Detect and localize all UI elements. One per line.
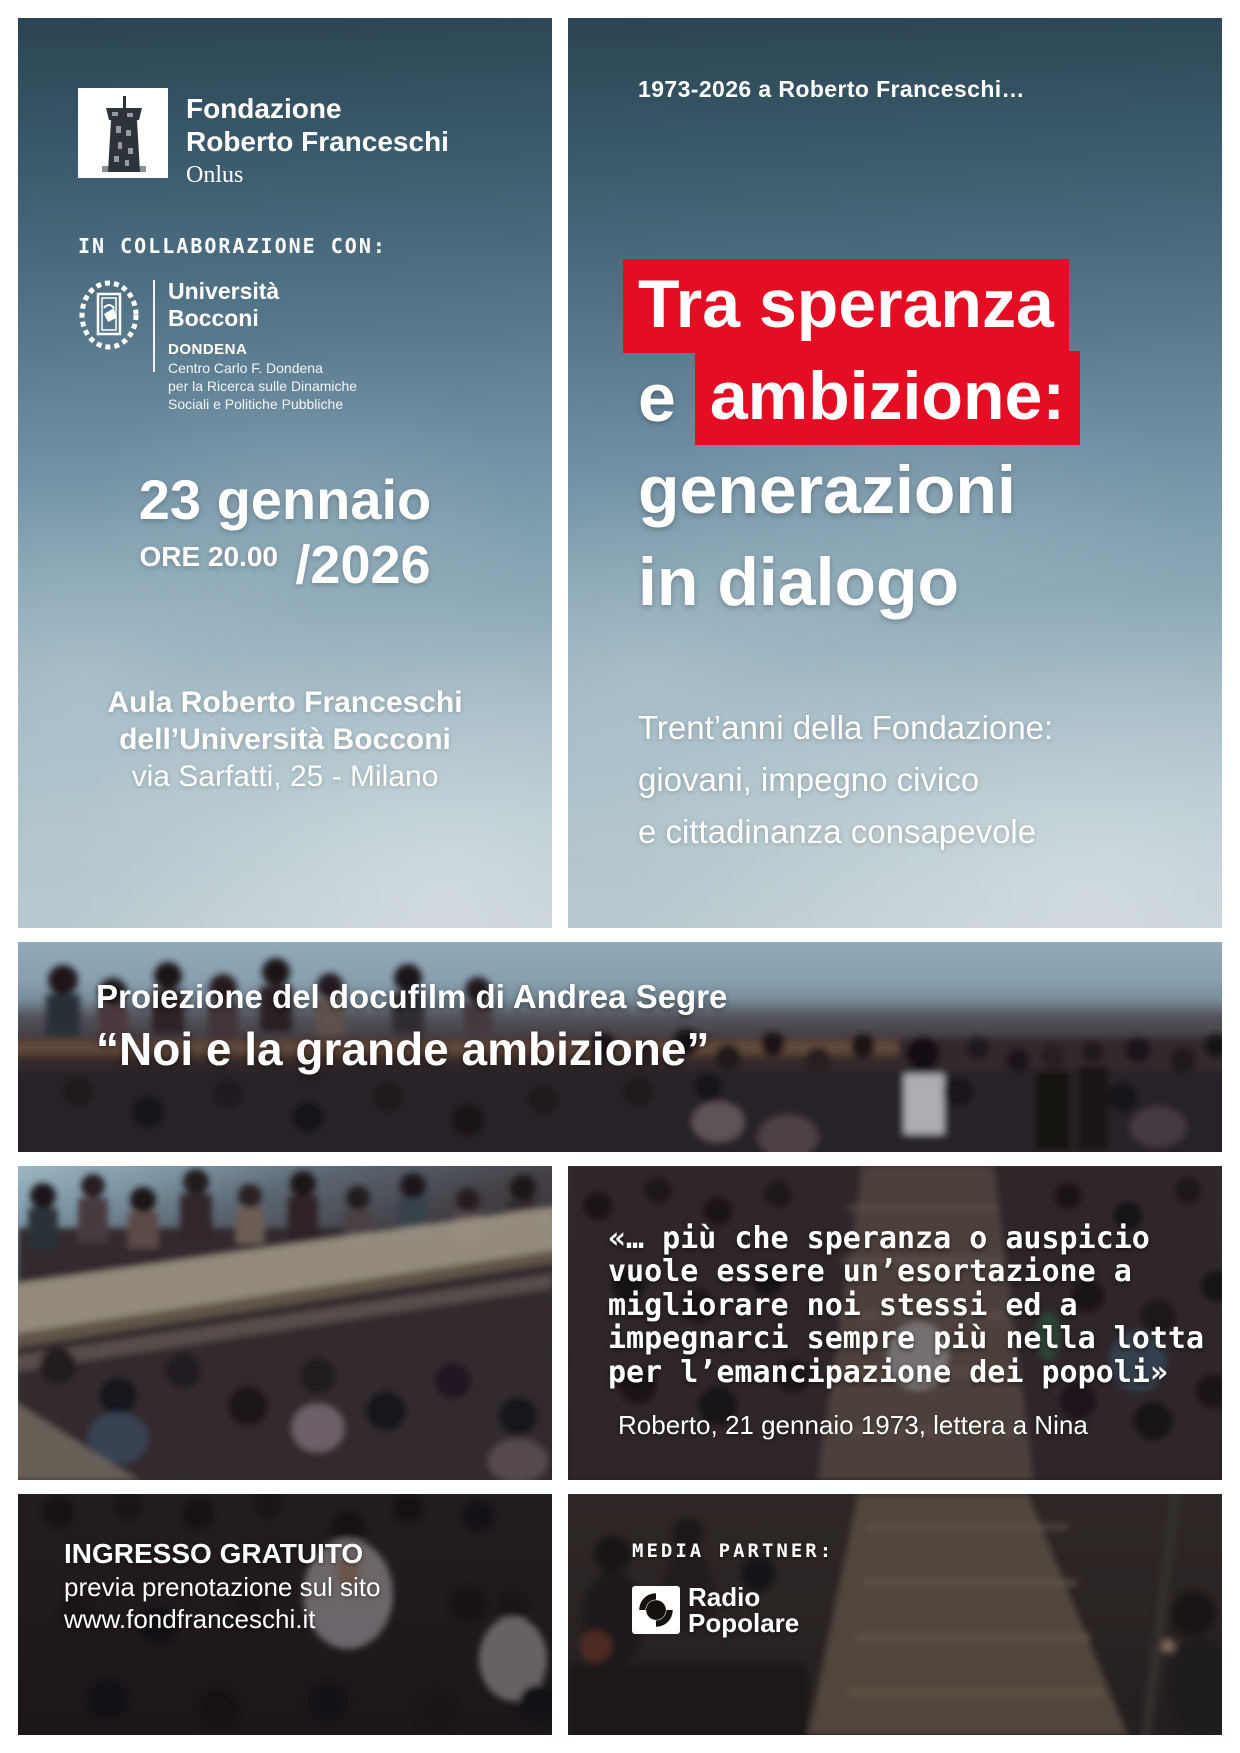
admission-text <box>64 1536 381 1635</box>
subtitle-line1: Trent’anni della Fondazione: <box>638 709 1054 746</box>
title-line2 <box>638 352 1080 444</box>
event-date-block <box>18 470 552 594</box>
title-line3: generazioni <box>638 452 1016 528</box>
collaboration-label: IN COLLABORAZIONE CON: <box>78 234 387 258</box>
film-intro-line: Proiezione del docufilm di Andrea Segre <box>96 978 728 1015</box>
admission-panel <box>18 1494 552 1735</box>
bocconi-name-line1: Università <box>168 278 280 304</box>
org-suffix: Onlus <box>186 162 244 188</box>
venue-line3: via Sarfatti, 25 - Milano <box>131 760 439 793</box>
tower-icon <box>78 88 168 178</box>
partner-name-line2: Popolare <box>688 1608 800 1638</box>
bocconi-logo-row <box>78 278 357 413</box>
bocconi-name-line2: Bocconi <box>168 305 259 331</box>
title-line1 <box>638 260 1080 352</box>
title-line2-prefix: e <box>638 360 676 436</box>
quote-line3: migliorare noi stessi ed a <box>608 1287 1078 1323</box>
title-panel <box>568 18 1222 928</box>
vertical-divider <box>153 280 155 372</box>
media-partner-panel <box>568 1494 1222 1735</box>
main-title <box>638 260 1080 628</box>
venue-block <box>18 684 552 795</box>
org-name-line1: Fondazione <box>186 93 342 124</box>
bocconi-dept-line3: Sociali e Politiche Pubbliche <box>168 396 344 412</box>
org-name-block <box>186 88 449 189</box>
quote-line5: per l’emancipazione dei popoli» <box>608 1354 1168 1390</box>
event-time: ORE 20.00 <box>139 541 278 572</box>
event-day: 23 gennaio <box>138 468 432 531</box>
quote-line1: «… più che speranza o auspicio <box>608 1221 1150 1256</box>
quote-panel <box>568 1166 1222 1480</box>
bocconi-dept-line1: Centro Carlo F. Dondena <box>168 360 323 376</box>
title-line1-highlight: Tra speranza <box>623 259 1069 353</box>
subtitle-line3: e cittadinanza consapevole <box>638 813 1037 850</box>
crowd-photo-illustration <box>18 1166 552 1480</box>
admission-line1: INGRESSO GRATUITO <box>64 1538 364 1569</box>
film-banner <box>18 942 1222 1152</box>
org-name-line2: Roberto Franceschi <box>186 126 449 157</box>
partner-name-line1: Radio <box>688 1582 761 1612</box>
radio-popolare-logo <box>632 1584 799 1636</box>
title-line4: in dialogo <box>638 544 960 620</box>
admission-website: www.fondfranceschi.it <box>64 1604 316 1634</box>
admission-line2: previa prenotazione sul sito <box>64 1572 381 1602</box>
media-partner-label: MEDIA PARTNER: <box>632 1540 835 1562</box>
quote-line4: impegnarci sempre più nella lotta <box>608 1321 1205 1357</box>
subtitle-line2: giovani, impegno civico <box>638 761 980 798</box>
info-panel <box>18 18 552 928</box>
fondazione-logo-row <box>78 88 449 189</box>
event-time-year <box>18 536 552 594</box>
radio-popolare-icon <box>632 1586 680 1634</box>
crowd-photo-left <box>18 1166 552 1480</box>
quote-attribution: Roberto, 21 gennaio 1973, lettera a Nina <box>618 1410 1088 1440</box>
venue-line2: dell’Università Bocconi <box>119 723 451 756</box>
venue-line1: Aula Roberto Franceschi <box>107 686 463 719</box>
bocconi-dept-line2: per la Ricerca sulle Dinamiche <box>168 378 358 394</box>
title-line2-highlight: ambizione: <box>695 351 1080 445</box>
quote-text <box>608 1222 1204 1389</box>
dedication-line: 1973-2026 a Roberto Franceschi… <box>638 76 1025 102</box>
bocconi-emblem-icon <box>78 278 140 352</box>
bocconi-dept: DONDENA <box>168 341 248 358</box>
film-title-line: “Noi e la grande ambizione” <box>96 1023 710 1075</box>
event-year: /2026 <box>295 535 431 595</box>
radio-popolare-wordmark <box>688 1584 799 1636</box>
quote-line2: vuole essere un’esortazione a <box>608 1254 1132 1290</box>
fondazione-logo <box>78 88 168 178</box>
bocconi-text-block <box>168 278 357 413</box>
subtitle-block <box>638 702 1053 858</box>
